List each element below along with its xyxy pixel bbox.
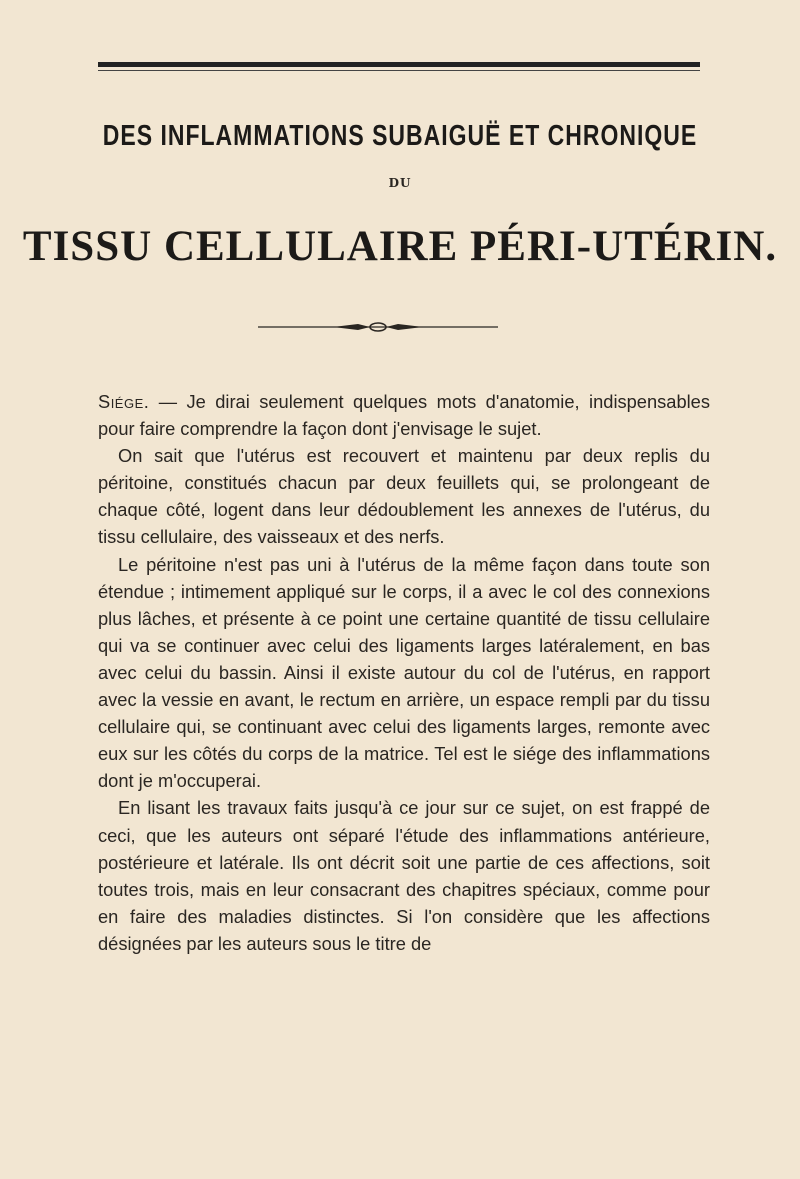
ornament-divider xyxy=(258,320,498,334)
paragraph-4: En lisant les travaux faits jusqu'à ce jour sur ce sujet, on est frappé de ceci, que les auteurs ont séparé l'étude des inflammations antérieure, postérieure et latérale. Ils ont décrit soit une partie de ces affections, soit toutes trois, mais en leur consacrant des chapitres spéciaux, comme pour en faire des maladies distinctes. Si l'on considère que les affections désignées par les auteurs sous le titre de xyxy=(98,797,710,954)
header-rule-thick xyxy=(98,62,700,67)
header-rule-thin xyxy=(98,70,700,71)
body-text xyxy=(98,388,710,957)
paragraph-1-text: Je dirai seulement quelques mots d'anatomie, indispensables pour faire comprendre la façon dont j'envisage le sujet. xyxy=(98,391,710,440)
section-lead-term: Siége. xyxy=(98,391,150,412)
chapter-title-line1: DES INFLAMMATIONS SUBAIGUË ET CHRONIQUE xyxy=(102,118,698,152)
lead-dash: — xyxy=(149,391,187,412)
paragraph-1 xyxy=(98,388,710,442)
chapter-title-line2: DU xyxy=(388,176,412,190)
chapter-title-line3: TISSU CELLULAIRE PÉRI-UTÉRIN. xyxy=(22,223,778,270)
paragraph-3: Le péritoine n'est pas uni à l'utérus de la même façon dans toute son étendue ; intimement appliqué sur le corps, il a avec le col des connexions plus lâches, et présente à ce point une certaine quantité de tissu cellulaire qui va se continuer avec celui des ligaments larges latéralement, en bas avec celui du bassin. Ainsi il existe autour du col de l'utérus, en rapport avec la vessie en avant, le rectum en arrière, un espace rempli par du tissu cellulaire qui, se continuant avec celui des ligaments larges, remonte avec eux sur les côtés du corps de la matrice. Tel est le siége des inflammations dont je m'occuperai. xyxy=(98,553,710,792)
paragraph-2: On sait que l'utérus est recouvert et maintenu par deux replis du péritoine, constitués chacun par deux feuillets qui, se prolongeant de chaque côté, logent dans leur dédoublement les annexes de l'utérus, du tissu cellulaire, des vaisseaux et des nerfs. xyxy=(98,445,710,548)
